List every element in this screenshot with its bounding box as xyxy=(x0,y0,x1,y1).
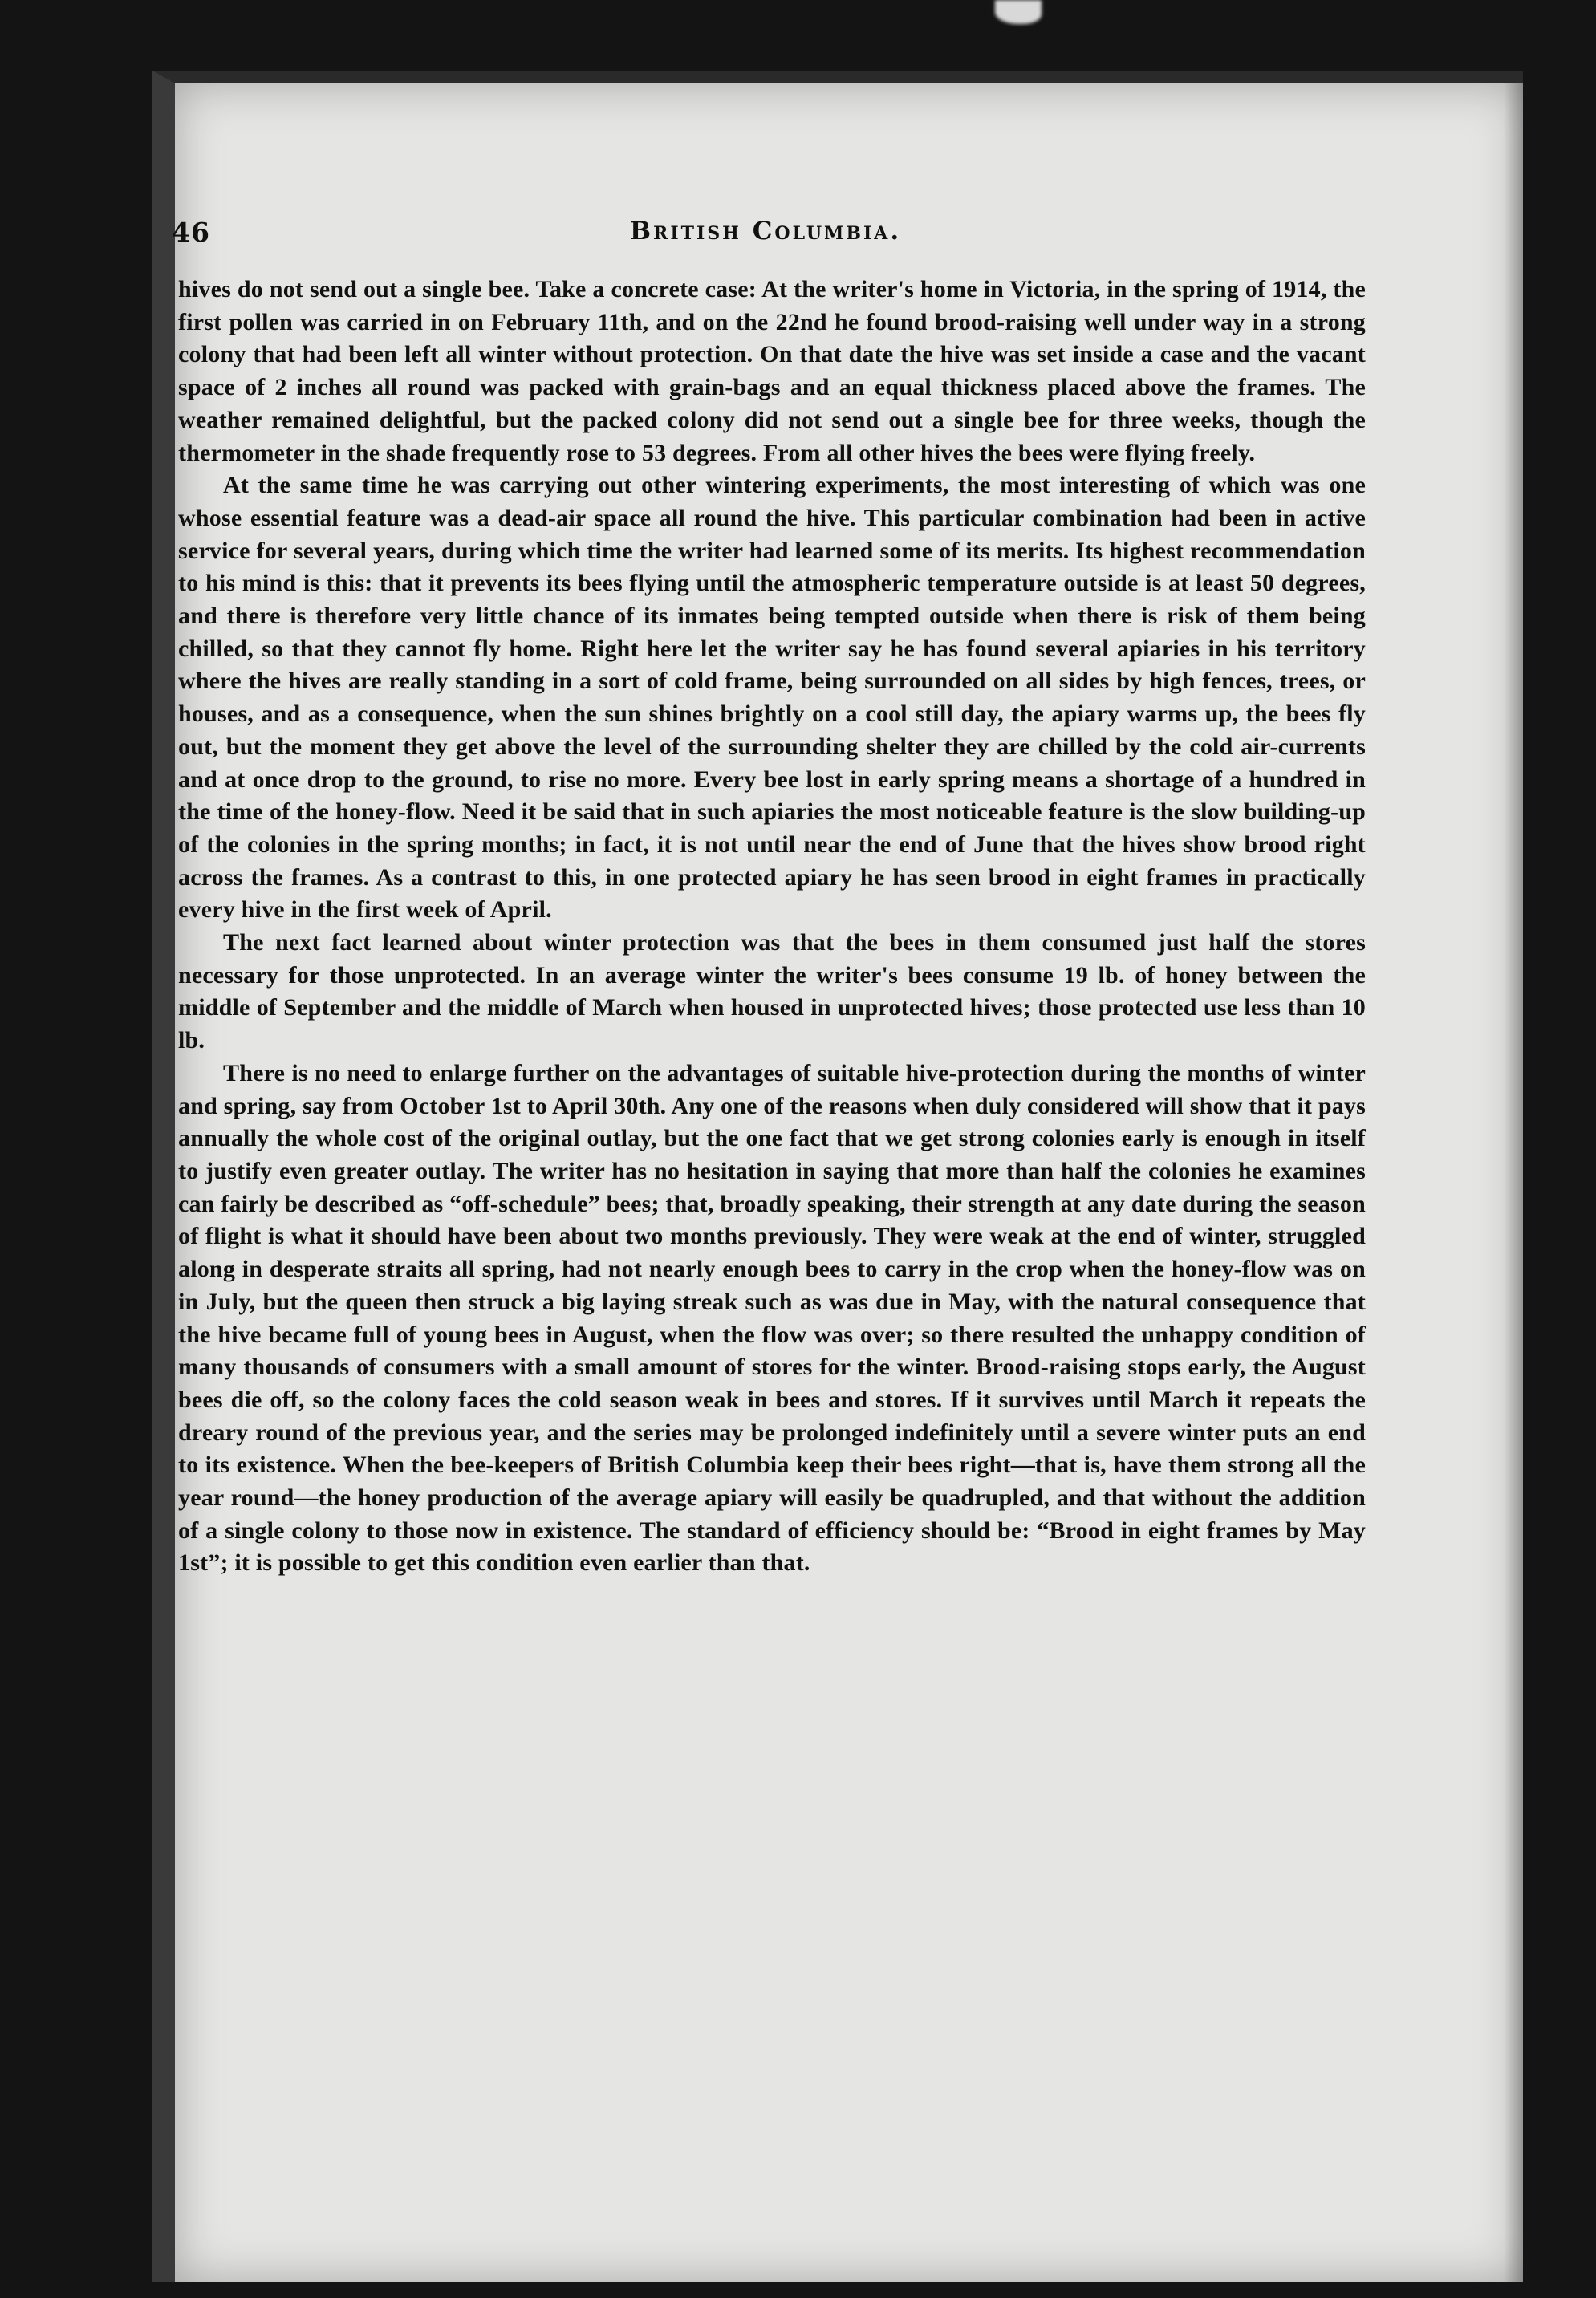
running-head: British Columbia. xyxy=(629,217,902,246)
body-text xyxy=(178,274,1366,1580)
scan-blot xyxy=(995,0,1042,24)
paragraph: There is no need to enlarge further on the advantages of suitable hive-protection during the months of winter and spring, say from October 1st to April 30th. Any one of the reasons when duly considered will show that it pays annually the whole cost of the original outlay, but the one fact that we get strong colonies early is enough in itself to justify even greater outlay. The writer has no hesitation in saying that more than half the colonies he examines can fairly be described as “off-schedule” bees; that, broadly speaking, their strength at any date during the season of flight is what it should have been about two months previously. They were weak at the end of winter, struggled along in desperate straits all spring, had not nearly enough bees to carry in the crop when the honey-flow was on in July, but the queen then struck a big laying streak such as was due in May, with the natural consequence that the hive became full of young bees in August, when the flow was over; so there resulted the unhappy condition of many thousands of consumers with a small amount of stores for the winter. Brood-raising stops early, the August bees die off, so the colony faces the cold season weak in bees and stores. If it survives until March it repeats the dreary round of the previous year, and the series may be prolonged indefinitely until a severe winter puts an end to its existence. When the bee-keepers of British Columbia keep their bees right—that is, have them strong all the year round—the honey production of the average apiary will easily be quadrupled, and that without the addition of a single colony to those now in existence. The standard of efficiency should be: “Brood in eight frames by May 1st”; it is possible to get this condition even earlier than that. xyxy=(178,1059,1366,1577)
page-edge-shadow xyxy=(1504,83,1523,2282)
paragraph-continued: hives do not send out a single bee. Take a concrete case: At the writer's home in Victoria, in the spring of 1914, the first pollen was carried in on February 11th, and on the 22nd he found brood-raising well under way in a strong colony that had been left all winter without protection. On that date the hive was set inside a case and the vacant space of 2 inches all round was packed with grain-bags and an equal thickness placed above the frames. The weather remained delightful, but the packed colony did not send out a single bee for three weeks, though the thermometer in the shade frequently rose to 53 degrees. From all other hives the bees were flying freely. xyxy=(178,276,1366,466)
paragraph: The next fact learned about winter protection was that the bees in them consumed just half the stores necessary for those unprotected. In an average winter the writer's bees consume 19 lb. of honey between the middle of September and the middle of March when housed in unprotected hives; those protected use less than 10 lb. xyxy=(178,929,1366,1054)
paragraph: At the same time he was carrying out other wintering experiments, the most interesting of which was one whose essential feature was a dead-air space all round the hive. This particular combination had been in active service for several years, during which time the writer had learned some of its merits. Its highest recommendation to his mind is this: that it prevents its bees flying until the atmospheric temperature outside is at least 50 degrees, and there is therefore very little chance of its inmates being tempted outside when there is risk of them being chilled, so that they cannot fly home. Right here let the writer say he has found several apiaries in his territory where the hives are really standing in a sort of cold frame, being surrounded on all sides by high fences, trees, or houses, and as a consequence, when the sun shines brightly on a cool still day, the apiary warms up, the bees fly out, but the moment they get above the level of the surrounding shelter they are chilled by the cold air-currents and at once drop to the ground, to rise no more. Every bee lost in early spring means a shortage of a hundred in the time of the honey-flow. Need it be said that in such apiaries the most noticeable feature is the slow building-up of the colonies in the spring months; in fact, it is not until near the end of June that the hives show brood right across the frames. As a contrast to this, in one protected apiary he has seen brood in eight frames in practically every hive in the first week of April. xyxy=(178,472,1366,924)
page-number: 46 xyxy=(172,217,210,248)
page-header xyxy=(172,217,1359,265)
